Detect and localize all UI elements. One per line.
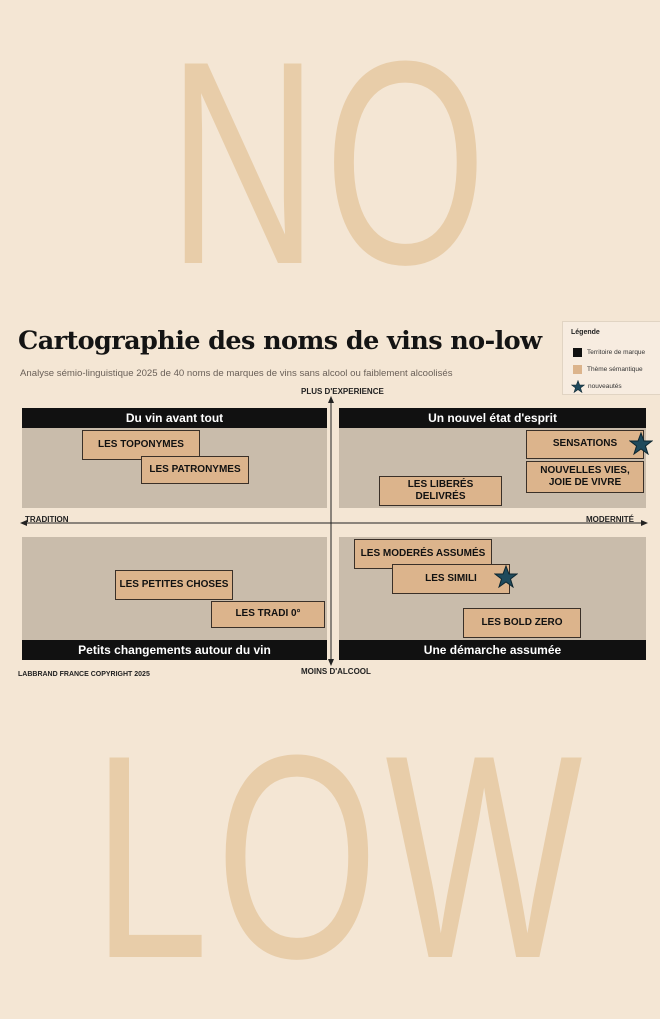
background-word-low: LOW xyxy=(92,695,590,1019)
theme-liberes: LES LIBERÉS DELIVRÉS xyxy=(379,476,502,506)
territory-header-bottom-left: Petits changements autour du vin xyxy=(22,640,327,660)
theme-sensations: SENSATIONS xyxy=(526,430,644,459)
star-icon xyxy=(629,432,653,455)
theme-moderes: LES MODERÉS ASSUMÉS xyxy=(354,539,492,569)
background-word-no: NO xyxy=(167,1,493,325)
page-subtitle: Analyse sémio-linguistique 2025 de 40 noms de marques de vins sans alcool ou faiblement alcoolisés xyxy=(20,368,453,379)
axis-label-right: MODERNITÉ xyxy=(586,515,634,524)
axis-label-top: PLUS D'EXPERIENCE xyxy=(301,387,384,396)
legend-title: Légende xyxy=(571,329,600,336)
theme-bold-zero: LES BOLD ZERO xyxy=(463,608,581,638)
axis-label-bottom: MOINS D'ALCOOL xyxy=(301,667,371,676)
copyright: LABBRAND FRANCE COPYRIGHT 2025 xyxy=(18,671,150,678)
star-icon xyxy=(494,565,518,588)
theme-nouvelles-vies: NOUVELLES VIES, JOIE DE VIVRE xyxy=(526,461,644,493)
theme-toponymes: LES TOPONYMES xyxy=(82,430,200,460)
theme-petites-choses: LES PETITES CHOSES xyxy=(115,570,233,600)
legend-label: Territoire de marque xyxy=(587,349,646,357)
theme-tradi: LES TRADI 0° xyxy=(211,601,325,628)
page-title: Cartographie des noms de vins no-low xyxy=(18,326,542,356)
theme-patronymes: LES PATRONYMES xyxy=(141,456,249,484)
territory-header-top-left: Du vin avant tout xyxy=(22,408,327,428)
legend-label: Thème sémantique xyxy=(587,366,643,374)
territory-header-bottom-right: Une démarche assumée xyxy=(339,640,646,660)
axis-label-left: TRADITION xyxy=(25,515,69,524)
territory-header-top-right: Un nouvel état d'esprit xyxy=(339,408,646,428)
legend-label: nouveautés xyxy=(588,383,622,391)
theme-simili: LES SIMILI xyxy=(392,564,510,594)
